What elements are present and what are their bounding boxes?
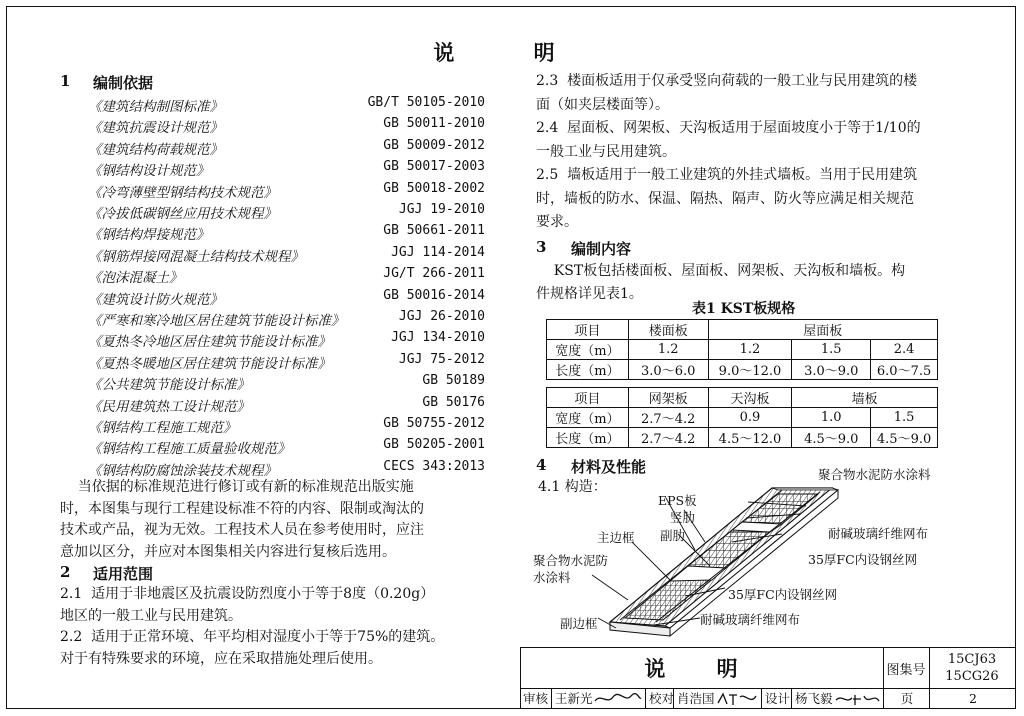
table-row (547, 360, 938, 380)
page-label: 页 (883, 689, 930, 709)
reference-item (88, 116, 485, 137)
reference-item (88, 95, 485, 116)
section-2-number: 2 (60, 563, 71, 581)
text-line: 2.4 屋面板、网架板、天沟板适用于屋面坡度小于等于1/10的 (536, 120, 921, 136)
review-name: 王新光 (551, 689, 593, 709)
label-main-frame: 主边框 (597, 530, 635, 545)
table-cell: 1.5 (871, 408, 938, 428)
reference-item (88, 416, 485, 437)
text-line: 2.2 适用于正常环境、年平均相对湿度小于等于75%的建筑。 (60, 629, 445, 645)
kst-spec-table-bottom (546, 387, 938, 448)
reference-title: 《严寒和寒冷地区居住建筑节能设计标准》 (88, 313, 345, 329)
table-cell: 9.0～12.0 (708, 360, 792, 380)
table-row-label: 宽度（m） (547, 340, 629, 360)
label-eps-board: EPS板 (658, 493, 697, 508)
reference-item (88, 352, 485, 373)
table-cell: 2.4 (871, 340, 938, 360)
reference-title: 《钢结构焊接规范》 (88, 227, 210, 244)
kst-spec-table-top (546, 319, 938, 380)
review-label: 审核 (523, 691, 549, 706)
label-coating-top: 聚合物水泥防水涂料 (818, 467, 931, 482)
reference-title: 《冷弯薄壁型钢结构技术规范》 (88, 184, 277, 201)
table-cell: 0.9 (708, 408, 792, 428)
table-row-label: 长度（m） (547, 428, 629, 448)
table-cell: 1.2 (708, 340, 792, 360)
table-header-cell: 项目 (547, 388, 629, 408)
table-cell: 1.2 (628, 340, 708, 360)
reference-code: JGJ 134-2010 (391, 330, 485, 346)
label-sub-frame: 副边框 (560, 616, 598, 631)
atlas-number-1: 15CJ63 (947, 652, 997, 667)
table-cell: 3.0～6.0 (628, 360, 708, 380)
reference-title: 《建筑结构荷载规范》 (88, 141, 223, 158)
table-row-label: 宽度（m） (547, 408, 629, 428)
reference-item (88, 437, 485, 458)
table-cell: 6.0～7.5 (871, 360, 938, 380)
text-line: 对于有特殊要求的环境，应在采取措施处理后使用。 (60, 650, 382, 667)
label-mesh-bottom: 耐碱玻璃纤维网布 (700, 612, 801, 627)
table-row-label: 长度（m） (547, 360, 629, 380)
reference-item (88, 309, 485, 330)
text-line: 面（如夹层楼面等）。 (536, 96, 669, 113)
page-number: 2 (929, 689, 1016, 709)
reference-code: GB 50018-2002 (383, 180, 485, 196)
reference-code: GB 50189 (422, 373, 485, 389)
table-header-row (547, 388, 938, 408)
reference-code: JGJ 75-2012 (398, 351, 485, 367)
title-block-name: 说 明 (521, 648, 884, 688)
text-line: 时，本图集与现行工程建设标准不符的内容、限制或淘汰的 (60, 500, 424, 517)
reference-title: 《泡沫混凝土》 (88, 270, 183, 287)
reference-code: JGJ 114-2014 (391, 244, 485, 260)
table-row (547, 428, 938, 448)
reference-title: 《建筑结构制图标准》 (88, 99, 223, 115)
table-cell: 2.7～4.2 (628, 408, 708, 428)
table-header-cell: 楼面板 (628, 320, 708, 340)
label-fc-bottom: 35厚FC内设钢丝网 (728, 587, 838, 602)
label-coating-left: 聚合物水泥防水涂料 (533, 553, 609, 585)
text-line: 时，墙板的防水、保温、隔热、隔声、防火等应满足相关规范 (536, 190, 914, 207)
check-name: 肖浩国 (673, 689, 715, 709)
reference-code: JGJ 19-2010 (398, 202, 485, 217)
check-label: 校对 (645, 689, 674, 709)
section-2-heading: 适用范围 (93, 565, 154, 583)
label-vertical-rib: 竖肋 (670, 510, 696, 525)
reference-title: 《钢结构设计规范》 (88, 163, 210, 180)
table-cell: 1.0 (792, 408, 871, 428)
reference-item (88, 373, 485, 394)
table-row (547, 408, 938, 428)
atlas-number (929, 648, 1015, 688)
reference-item (88, 330, 485, 351)
reference-title: 《钢筋焊接网混凝土结构技术规程》 (88, 248, 304, 265)
reference-item (88, 181, 485, 202)
reference-item (88, 159, 485, 180)
table-cell: 4.5～9.0 (871, 428, 938, 448)
reference-code: CECS 343:2013 (383, 458, 485, 474)
reference-item (88, 266, 485, 287)
reference-item (88, 288, 485, 309)
review-signature-icon (593, 691, 643, 707)
reference-code: GB 50011-2010 (383, 116, 485, 132)
table-cell: 3.0～9.0 (792, 360, 871, 380)
label-fc-top: 35厚FC内设钢丝网 (808, 552, 918, 567)
text-line: 2.1 适用于非地震区及抗震设防烈度小于等于8度（0.20g） (60, 586, 435, 602)
reference-title: 《钢结构工程施工规范》 (88, 420, 237, 436)
text-line: 一般工业与民用建筑。 (536, 143, 676, 160)
text-line: 当依据的标准规范进行修订或有新的标准规范出版实施 (60, 479, 414, 495)
section-3-heading: 编制内容 (571, 240, 632, 258)
reference-code: GB 50205-2001 (383, 437, 485, 453)
reference-title: 《建筑抗震设计规范》 (88, 120, 223, 137)
atlas-label: 图集号 (883, 648, 930, 688)
design-signature-icon (833, 691, 881, 707)
text-line: 技术或产品，视为无效。工程技术人员在参考使用时，应注 (60, 522, 424, 538)
reference-code: GB 50016-2014 (383, 287, 485, 303)
label-mesh-top: 耐碱玻璃纤维网布 (828, 526, 929, 541)
check-signature-icon (715, 691, 759, 707)
section-4-number: 4 (536, 456, 547, 474)
design-label: 设计 (761, 689, 790, 709)
table-header-cell: 天沟板 (708, 388, 792, 408)
table-cell: 4.5～9.0 (792, 428, 871, 448)
reference-item (88, 223, 485, 244)
section-1-heading: 编制依据 (93, 74, 154, 92)
section-4-1-label: 4.1 构造： (538, 479, 607, 495)
design-name: 杨飞毅 (791, 689, 833, 709)
table-cell: 2.7～4.2 (628, 428, 708, 448)
table-header-cell: 网架板 (628, 388, 708, 408)
reference-title: 《夏热冬冷地区居住建筑节能设计标准》 (88, 334, 331, 351)
signature-row (521, 688, 1015, 709)
table-row (547, 340, 938, 360)
table-header-cell: 屋面板 (708, 320, 937, 340)
text-line: 地区的一般工业与民用建筑。 (60, 607, 242, 624)
table-header-row (547, 320, 938, 340)
text-line: 要求。 (536, 214, 578, 230)
reference-item (88, 245, 485, 266)
text-line: 意加以区分，并应对本图集相关内容进行复核后选用。 (60, 543, 396, 560)
table-caption: 表1 KST板规格 (692, 301, 796, 317)
reference-title: 《钢结构防腐蚀涂装技术规程》 (88, 462, 277, 479)
table-header-cell: 墙板 (792, 388, 938, 408)
reference-code: GB/T 50105-2010 (367, 95, 485, 110)
reference-item (88, 138, 485, 159)
reference-code: GB 50661-2011 (383, 223, 485, 239)
reference-item (88, 202, 485, 223)
section-3-number: 3 (536, 238, 547, 256)
text-line: 2.3 楼面板适用于仅承受竖向荷载的一般工业与民用建筑的楼 (536, 73, 918, 89)
table-cell: 1.5 (792, 340, 871, 360)
reference-code: GB 50017-2003 (383, 159, 485, 175)
section-4-heading: 材料及性能 (571, 458, 647, 476)
text-line: 件规格详见表1。 (536, 286, 643, 302)
reference-code: JGJ 26-2010 (398, 309, 485, 324)
text-line: 2.5 墙板适用于一般工业建筑的外挂式墙板。当用于民用建筑 (536, 167, 918, 183)
reference-code: GB 50755-2012 (383, 416, 485, 431)
reference-item (88, 395, 485, 416)
atlas-number-2: 15CG26 (945, 669, 999, 684)
reference-title: 《公共建筑节能设计标准》 (88, 377, 250, 394)
section-1-number: 1 (60, 72, 71, 90)
table-cell: 4.5～12.0 (708, 428, 792, 448)
table-header-cell: 项目 (547, 320, 629, 340)
label-secondary-rib: 副肋 (660, 528, 686, 543)
reference-code: GB 50009-2012 (383, 137, 485, 153)
title-block (520, 647, 1016, 709)
reference-title: 《冷拔低碳钢丝应用技术规程》 (88, 206, 277, 222)
page-title: 说 明 (433, 40, 591, 65)
reference-code: JG/T 266-2011 (383, 266, 485, 282)
reference-title: 《钢结构工程施工质量验收规范》 (88, 441, 291, 458)
reference-title: 《建筑设计防火规范》 (88, 291, 223, 308)
reference-code: GB 50176 (422, 394, 485, 410)
reference-title: 《民用建筑热工设计规范》 (88, 398, 250, 415)
reference-title: 《夏热冬暖地区居住建筑节能设计标准》 (88, 355, 331, 372)
text-line: KST板包括楼面板、屋面板、网架板、天沟板和墙板。构 (536, 263, 906, 279)
